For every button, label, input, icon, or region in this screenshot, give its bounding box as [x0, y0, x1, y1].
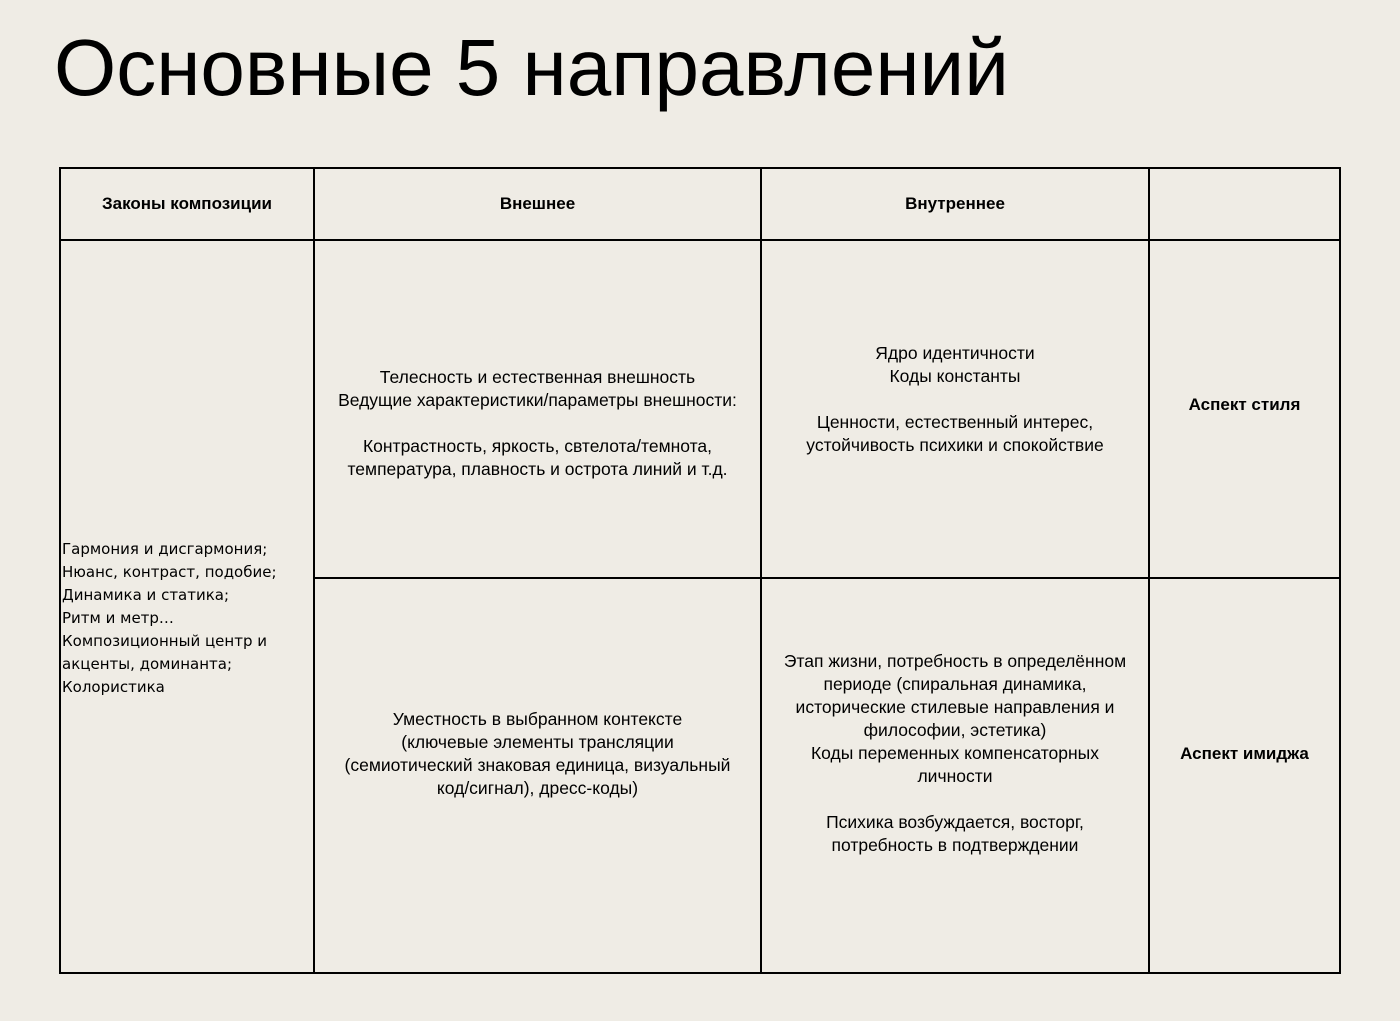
- text-line: Ценности, естественный интерес,: [816, 411, 1094, 432]
- text-line: личности: [917, 766, 993, 786]
- aspect-image-cell: [1149, 578, 1340, 973]
- text-line: Психика возбуждается, восторг,: [826, 812, 1084, 832]
- text-line: Этап жизни, потребность в определённом: [783, 651, 1127, 671]
- text-line: исторические стилевые направления и: [795, 697, 1115, 717]
- image-inner-cell: [761, 578, 1149, 973]
- header-composition-laws: Законы композиции: [60, 168, 314, 240]
- header-aspect: [1149, 168, 1340, 240]
- law-item: Ритм и метр…: [62, 609, 174, 627]
- text-line: (ключевые элементы трансляции: [401, 731, 674, 752]
- text-line: код/сигнал), дресс-коды): [436, 777, 639, 798]
- text-line: температура, плавность и острота линий и т.д.: [347, 458, 728, 479]
- law-item: акценты, доминанта;: [62, 655, 233, 673]
- text-line: Уместность в выбранном контексте: [392, 708, 683, 729]
- image-outer-cell: [314, 578, 761, 973]
- aspect-style-cell: [1149, 240, 1340, 578]
- header-inner: Внутреннее: [761, 168, 1149, 240]
- text-line: Коды переменных компенсаторных: [810, 743, 1099, 763]
- style-inner-cell: [761, 240, 1149, 578]
- composition-laws-cell: [60, 240, 314, 973]
- law-item: Динамика и статика;: [62, 586, 230, 604]
- text-line: потребность в подтверждении: [831, 835, 1079, 855]
- law-item: Нюанс, контраст, подобие;: [62, 563, 277, 581]
- text-line: устойчивость психики и спокойствие: [806, 434, 1104, 455]
- text-line: Коды константы: [889, 365, 1021, 386]
- style-row: [60, 240, 1340, 578]
- law-item: Колористика: [62, 678, 165, 696]
- aspect-style-label: Аспект стиля: [1188, 395, 1301, 414]
- style-outer-cell: [314, 240, 761, 578]
- text-line: периоде (спиральная динамика,: [823, 674, 1087, 694]
- slide-title: Основные 5 направлений: [54, 23, 1009, 112]
- text-line: Ведущие характеристики/параметры внешности:: [338, 389, 737, 410]
- text-line: (семиотический знаковая единица, визуальный: [344, 754, 731, 775]
- header-outer: Внешнее: [314, 168, 761, 240]
- text-line: Контрастность, яркость, свтелота/темнота,: [362, 435, 713, 456]
- directions-table: [59, 167, 1341, 974]
- law-item: Гармония и дисгармония;: [62, 540, 268, 558]
- text-line: Ядро идентичности: [875, 342, 1035, 363]
- law-item: Композиционный центр и: [62, 632, 267, 650]
- text-line: философии, эстетика): [863, 720, 1047, 740]
- aspect-image-label: Аспект имиджа: [1180, 743, 1309, 763]
- text-line: Телесность и естественная внешность: [379, 366, 696, 387]
- header-row: [60, 168, 1340, 240]
